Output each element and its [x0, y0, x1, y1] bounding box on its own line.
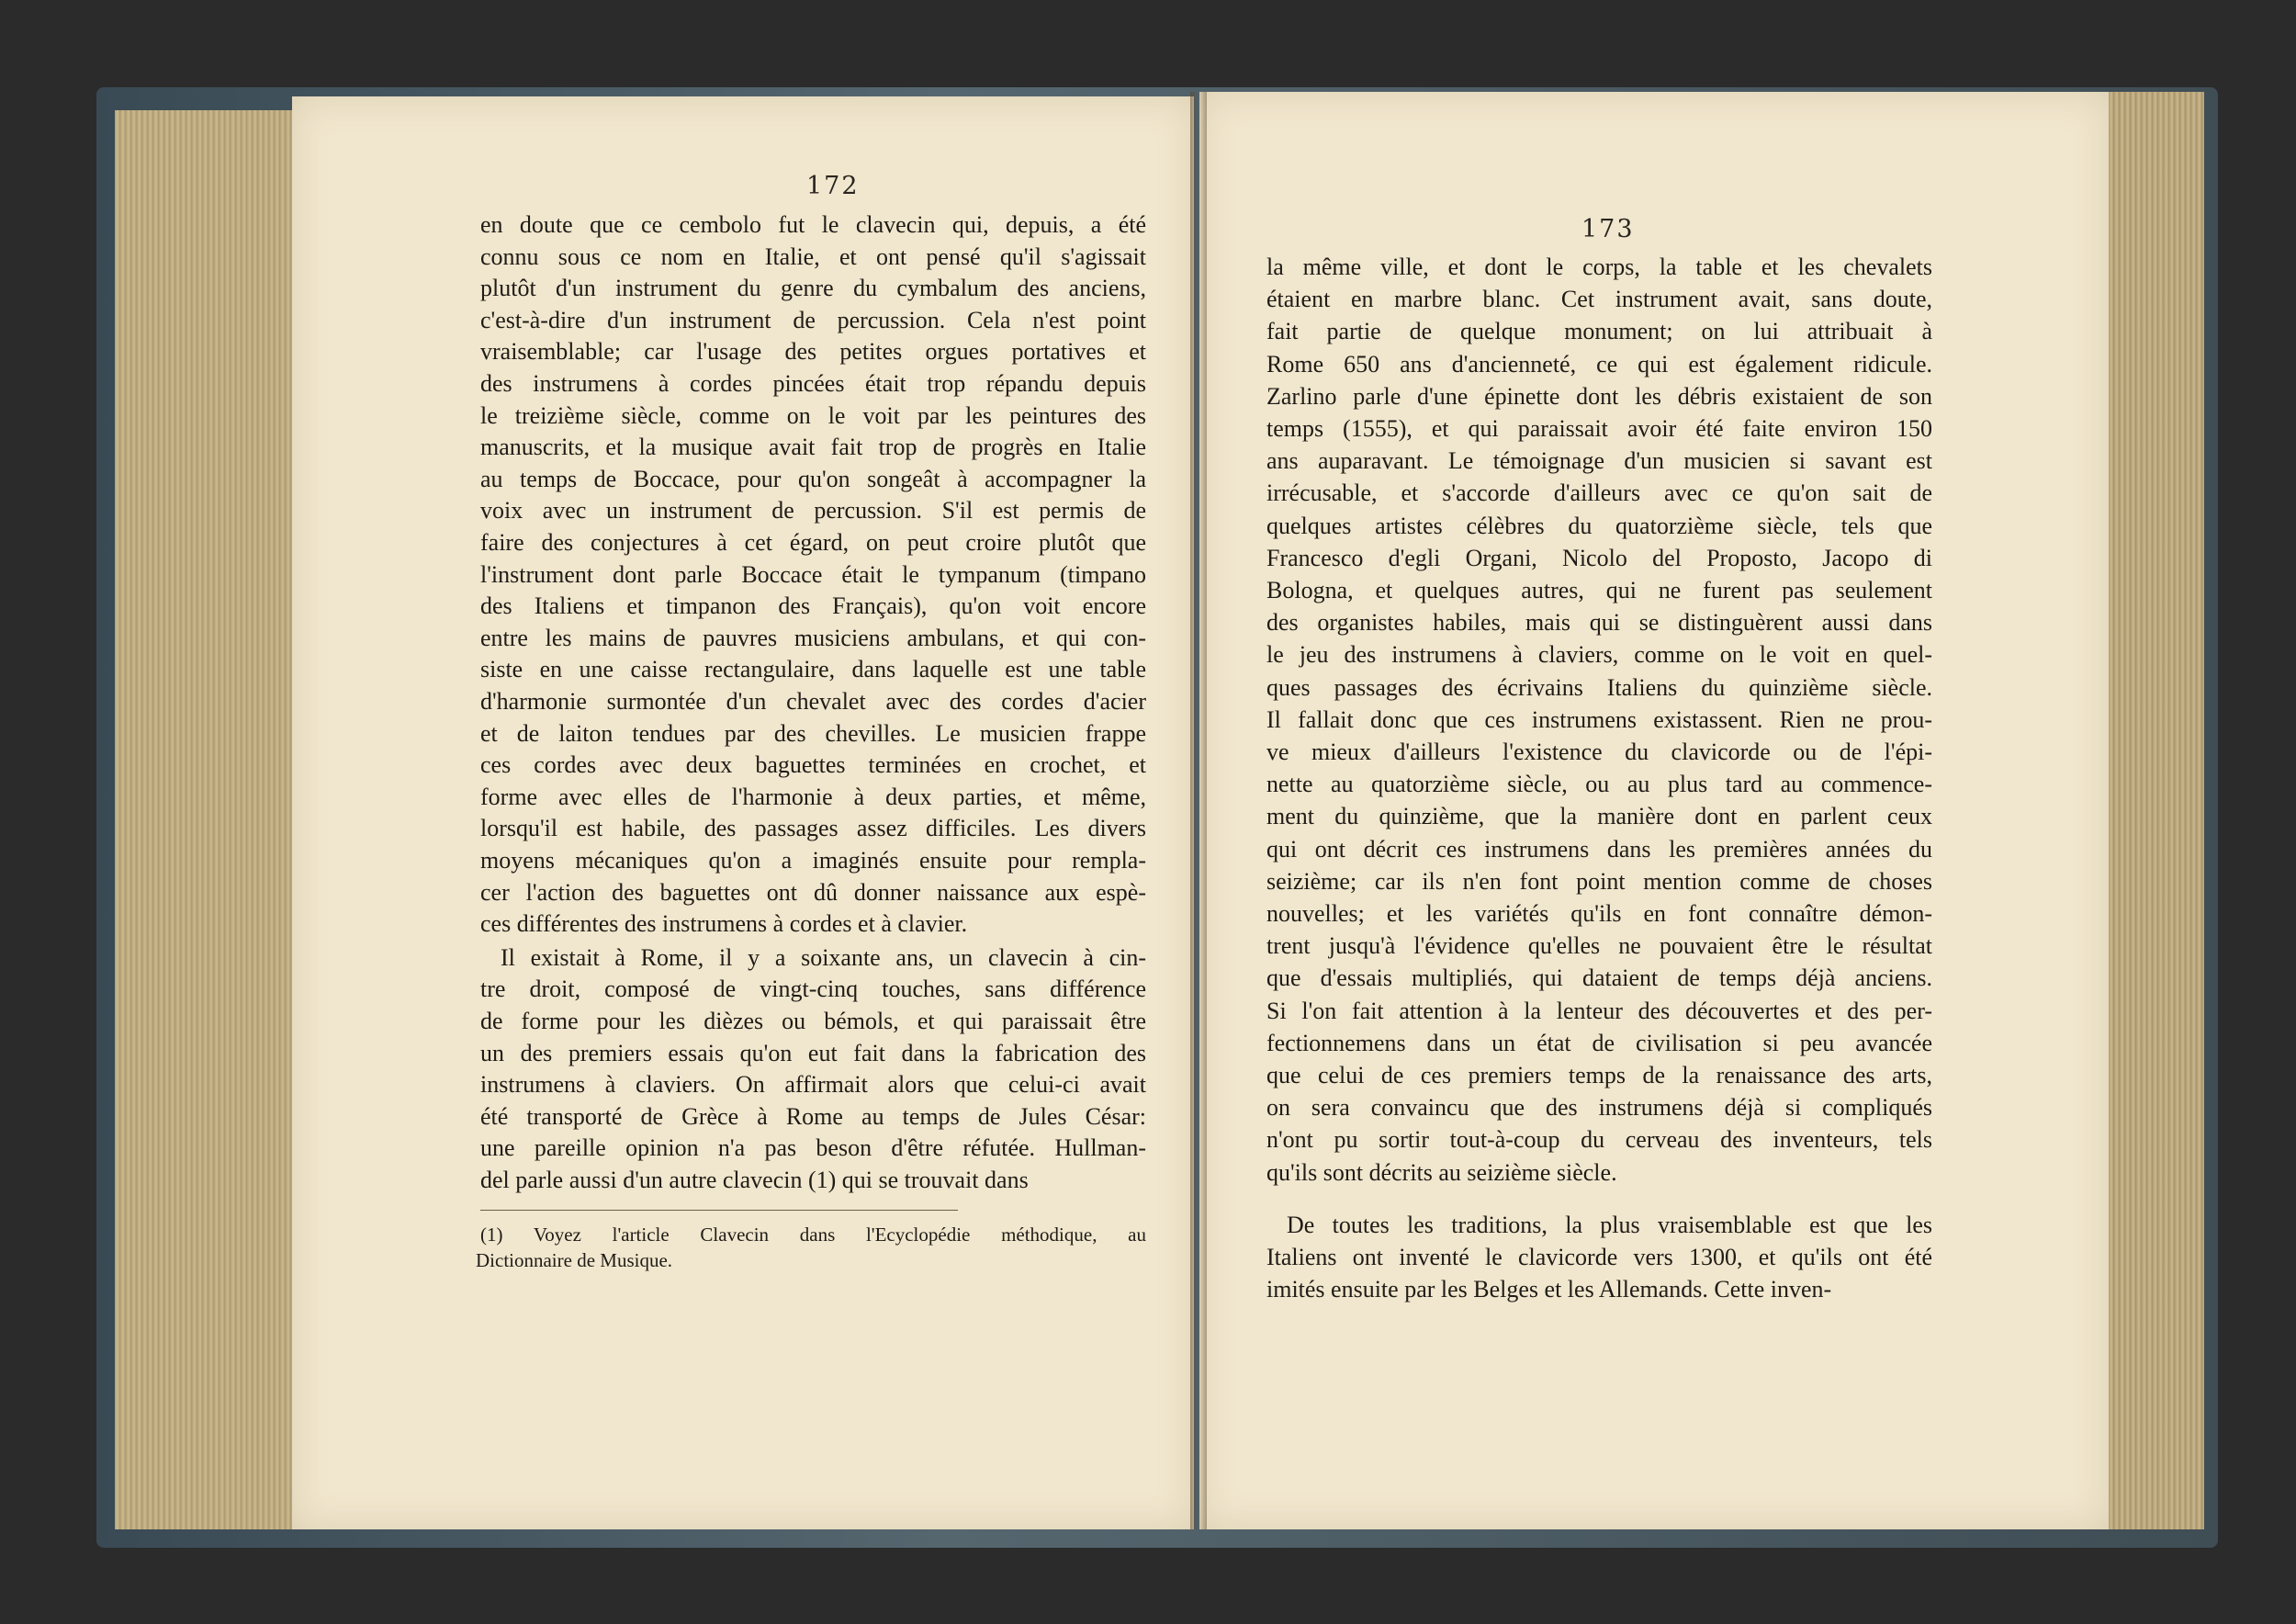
page-edges-left — [115, 110, 298, 1529]
text-line: un des premiers essais qu'on eut fait dans la fabrication des — [480, 1039, 1146, 1066]
text-line: Francesco d'egli Organi, Nicolo del Proposto, Jacopo di — [1266, 544, 1932, 571]
text-line: d'harmonie surmontée d'un chevalet avec des cordes d'acier — [480, 688, 1146, 715]
text-line: des Italiens et timpanon des Français), qu'on voit encore — [480, 592, 1146, 620]
text-line: del parle aussi d'un autre clavecin (1) qui se trouvait dans — [480, 1167, 1029, 1193]
text-line: tre droit, composé de vingt-cinq touches, sans différence — [480, 976, 1146, 1003]
text-line: fectionnemens dans un état de civilisation si peu avancée — [1266, 1029, 1932, 1056]
text-line: instrumens à claviers. On affirmait alors que celui-ci avait — [480, 1071, 1146, 1099]
text-line: lorsqu'il est habile, des passages assez difficiles. Les divers — [480, 815, 1146, 842]
text-line: le treizième siècle, comme on le voit par les peintures des — [480, 401, 1146, 429]
text-line: et de laiton tendues par des chevilles. Le musicien frappe — [480, 719, 1146, 747]
text-line: en doute que ce cembolo fut le clavecin qui, depuis, a été — [480, 211, 1146, 238]
text-line: vraisemblable; car l'usage des petites orgues portatives et — [480, 338, 1146, 366]
footnote-rule — [480, 1210, 958, 1211]
text-line: De toutes les traditions, la plus vraisemblable est que les — [1287, 1211, 1932, 1238]
page-edges-right — [2103, 92, 2204, 1529]
left-page — [292, 96, 1194, 1529]
text-line: nouvelles; et les variétés qu'ils en font connaître démon- — [1266, 900, 1932, 927]
text-line: Si l'on fait attention à la lenteur des découvertes et des per- — [1266, 997, 1932, 1024]
text-line: ment du quinzième, que la manière dont en parlent ceux — [1266, 803, 1932, 830]
text-line: des organistes habiles, mais qui se distinguèrent aussi dans — [1266, 609, 1932, 637]
text-line: entre les mains de pauvres musiciens ambulans, et qui con- — [480, 624, 1146, 651]
text-line: le jeu des instrumens à claviers, comme on le voit en quel- — [1266, 641, 1932, 669]
text-line: de forme pour les dièzes ou bémols, et qui paraissait être — [480, 1008, 1146, 1034]
text-line: c'est-à-dire d'un instrument de percussion. Cela n'est point — [480, 306, 1146, 333]
text-line: plutôt d'un instrument du genre du cymbalum des anciens, — [480, 275, 1146, 302]
text-line: seizième; car ils n'en font point mention comme de choses — [1266, 867, 1932, 895]
book-gutter — [1190, 92, 1207, 1529]
text-line: n'ont pu sortir tout-à-coup du cerveau des inventeurs, tels — [1266, 1126, 1932, 1154]
text-line: nette au quatorzième siècle, ou au plus tard au commence- — [1266, 771, 1932, 798]
text-line: irrécusable, et s'accorde d'ailleurs avec ce qu'on sait de — [1266, 479, 1932, 507]
text-line: été transporté de Grèce à Rome au temps de Jules César: — [480, 1102, 1146, 1130]
text-line: faire des conjectures à cet égard, on peut croire plutôt que — [480, 529, 1146, 556]
text-line: ces cordes avec deux baguettes terminées en crochet, et — [480, 751, 1146, 779]
text-line: forme avec elles de l'harmonie à deux parties, et même, — [480, 783, 1146, 810]
page-number: 172 — [806, 172, 860, 200]
text-line: que d'essais multipliés, qui dataient de temps déjà anciens. — [1266, 964, 1932, 992]
text-line: imités ensuite par les Belges et les Allemands. Cette inven- — [1266, 1276, 1832, 1303]
text-line: temps (1555), et qui paraissait avoir été faite environ 150 — [1266, 415, 1932, 442]
text-line: l'instrument dont parle Boccace était le tympanum (timpano — [480, 560, 1146, 588]
text-line: la même ville, et dont le corps, la table et les chevalets — [1266, 254, 1932, 280]
text-line: ve mieux d'ailleurs l'existence du clavicorde ou de l'épi- — [1266, 739, 1932, 765]
text-line: Il existait à Rome, il y a soixante ans, un clavecin à cin- — [501, 943, 1146, 971]
text-line: Bologna, et quelques autres, qui ne furent pas seulement — [1266, 577, 1932, 603]
text-line: quelques artistes célèbres du quatorzième siècle, tels que — [1266, 512, 1932, 539]
text-line: Italiens ont inventé le clavicorde vers 1300, et qu'ils ont été — [1266, 1244, 1932, 1270]
text-line: cer l'action des baguettes ont dû donner naissance aux espè- — [480, 878, 1146, 906]
text-line: Il fallait donc que ces instrumens existassent. Rien ne prou- — [1266, 705, 1932, 733]
text-line: voix avec un instrument de percussion. S'il est permis de — [480, 497, 1146, 524]
text-line: qu'ils sont décrits au seizième siècle. — [1266, 1158, 1617, 1186]
text-line: siste en une caisse rectangulaire, dans laquelle est une table — [480, 656, 1146, 683]
right-page — [1199, 92, 2109, 1529]
text-line: une pareille opinion n'a pas beson d'être réfutée. Hullman- — [480, 1134, 1146, 1162]
text-line: étaient en marbre blanc. Cet instrument avait, sans doute, — [1266, 286, 1932, 313]
text-line: ces différentes des instrumens à cordes et à clavier. — [480, 910, 968, 938]
text-line: qui ont décrit ces instrumens dans les premières années du — [1266, 835, 1932, 863]
text-line: ques passages des écrivains Italiens du quinzième siècle. — [1266, 673, 1932, 701]
text-line: Rome 650 ans d'ancienneté, ce qui est également ridicule. — [1266, 350, 1932, 378]
text-line: des instrumens à cordes pincées était trop répandu depuis — [480, 370, 1146, 397]
text-line: au temps de Boccace, pour qu'on songeât à accompagner la — [480, 465, 1146, 492]
footnote-line: (1) Voyez l'article Clavecin dans l'Ecyclopédie méthodique, au — [480, 1224, 1146, 1246]
text-line: Zarlino parle d'une épinette dont les débris existaient de son — [1266, 382, 1932, 410]
text-line: fait partie de quelque monument; on lui attribuait à — [1266, 318, 1932, 345]
text-line: manuscrits, et la musique avait fait trop de progrès en Italie — [480, 434, 1146, 461]
text-line: connu sous ce nom en Italie, et ont pensé qu'il s'agissait — [480, 242, 1146, 270]
text-line: moyens mécaniques qu'on a imaginés ensuite pour rempla- — [480, 847, 1146, 874]
page-number: 173 — [1581, 215, 1635, 243]
text-line: que celui de ces premiers temps de la renaissance des arts, — [1266, 1062, 1932, 1088]
text-line: trent jusqu'à l'évidence qu'elles ne pouvaient être le résultat — [1266, 932, 1932, 960]
footnote-line: Dictionnaire de Musique. — [476, 1249, 673, 1271]
text-line: ans auparavant. Le témoignage d'un musicien si savant est — [1266, 447, 1932, 475]
text-line: on sera convaincu que des instrumens déjà si compliqués — [1266, 1094, 1932, 1122]
